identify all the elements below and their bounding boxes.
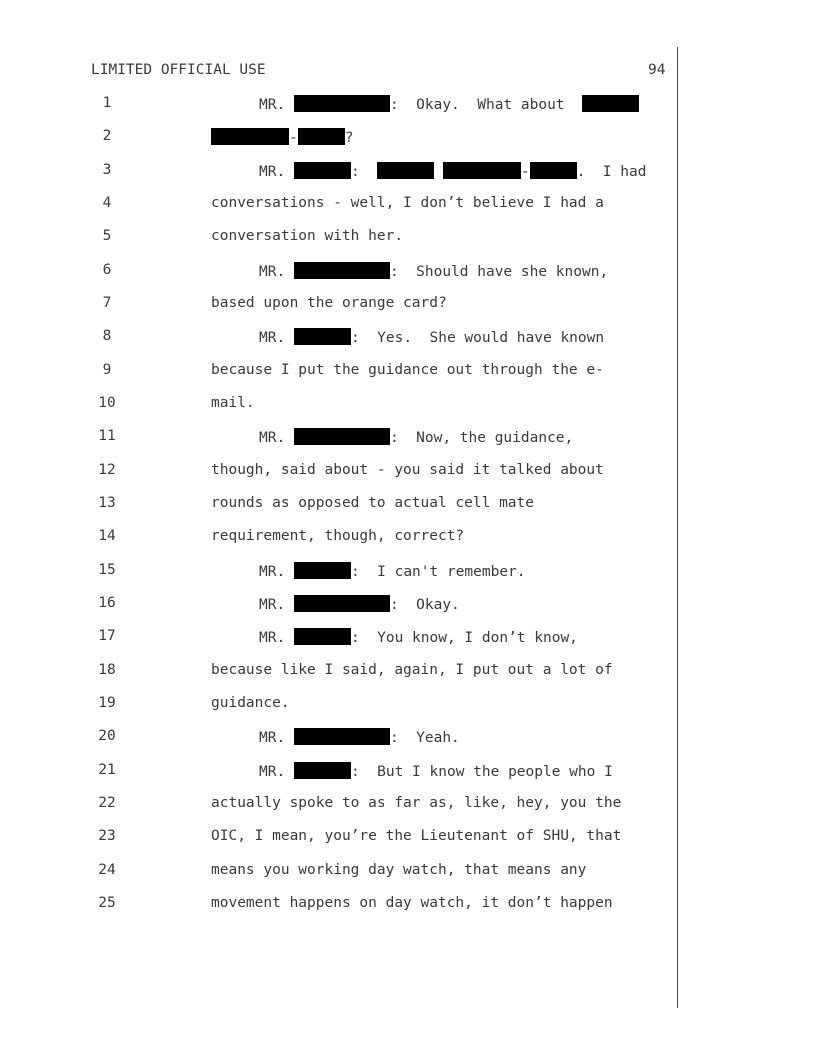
line-text (259, 328, 604, 346)
transcript-line (0, 862, 676, 886)
question-mark: ? (344, 130, 354, 146)
line-content: : But I know the people who I (350, 764, 613, 780)
line-text: because like I said, again, I put out a lot of (211, 662, 613, 678)
redaction-box (294, 595, 390, 612)
transcript-line (0, 95, 676, 119)
speaker-prefix: MR. (259, 597, 286, 613)
hyphen: - (289, 130, 298, 146)
line-number: 11 (98, 428, 116, 444)
line-text (259, 562, 526, 580)
transcript-line (0, 828, 676, 852)
redaction-box (530, 162, 577, 179)
redaction-box (294, 428, 390, 445)
colon: : (350, 164, 360, 180)
line-number: 7 (102, 295, 112, 311)
line-text (259, 162, 646, 180)
line-text: means you working day watch, that means any (211, 862, 587, 878)
redaction-box (582, 95, 639, 112)
redaction-box (294, 262, 390, 279)
transcript-line (0, 662, 676, 686)
redaction-box (377, 162, 434, 179)
line-text: OIC, I mean, you’re the Lieutenant of SHU, that (211, 828, 622, 844)
line-number: 9 (102, 362, 112, 378)
line-number: 6 (102, 262, 112, 278)
line-text (259, 95, 639, 113)
line-text: based upon the orange card? (211, 295, 447, 311)
line-text: conversations - well, I don’t believe I had a (211, 195, 604, 211)
transcript-line (0, 362, 676, 386)
transcript-line (0, 162, 676, 186)
line-number: 10 (98, 395, 116, 411)
speaker-prefix: MR. (259, 430, 286, 446)
line-number: 18 (98, 662, 116, 678)
line-number: 20 (98, 728, 116, 744)
speaker-prefix: MR. (259, 730, 286, 746)
line-text: actually spoke to as far as, like, hey, you the (211, 795, 622, 811)
transcript-line (0, 895, 676, 919)
speaker-prefix: MR. (259, 764, 286, 780)
transcript-line (0, 762, 676, 786)
line-number: 19 (98, 695, 116, 711)
redaction-box (294, 162, 351, 179)
speaker-prefix: MR. (259, 330, 286, 346)
right-margin-rule (677, 47, 678, 1008)
line-number: 17 (98, 628, 116, 644)
transcript-line (0, 395, 676, 419)
speaker-prefix: MR. (259, 564, 286, 580)
line-number: 16 (98, 595, 116, 611)
line-number: 5 (102, 228, 112, 244)
speaker-prefix: MR. (259, 264, 286, 280)
line-text: mail. (211, 395, 255, 411)
line-number: 25 (98, 895, 116, 911)
line-number: 12 (98, 462, 116, 478)
line-content: : You know, I don’t know, (350, 630, 578, 646)
redaction-box (294, 728, 390, 745)
line-content: : Should have she known, (389, 264, 609, 280)
line-number: 4 (102, 195, 112, 211)
transcript-line (0, 695, 676, 719)
line-text: though, said about - you said it talked about (211, 462, 604, 478)
line-content: : Now, the guidance, (389, 430, 574, 446)
line-content: : Okay. What about (389, 97, 565, 113)
line-text (259, 628, 578, 646)
line-text: requirement, though, correct? (211, 528, 465, 544)
line-number: 13 (98, 495, 116, 511)
line-number: 3 (102, 162, 112, 178)
line-number: 15 (98, 562, 116, 578)
speaker-prefix: MR. (259, 164, 286, 180)
redaction-box (298, 128, 345, 145)
line-text: rounds as opposed to actual cell mate (211, 495, 535, 511)
transcript-line (0, 428, 676, 452)
line-text: movement happens on day watch, it don’t happen (211, 895, 613, 911)
transcript-line (0, 262, 676, 286)
line-number: 1 (102, 95, 112, 111)
line-text: guidance. (211, 695, 290, 711)
line-content: . I had (576, 164, 647, 180)
line-number: 2 (102, 128, 112, 144)
line-text: conversation with her. (211, 228, 404, 244)
transcript-line (0, 495, 676, 519)
line-number: 23 (98, 828, 116, 844)
classification-header: LIMITED OFFICIAL USE (91, 62, 266, 78)
transcript-line (0, 595, 676, 619)
line-text (259, 728, 460, 746)
transcript-line (0, 328, 676, 352)
redaction-box (294, 562, 351, 579)
line-content: : I can't remember. (350, 564, 526, 580)
line-text: because I put the guidance out through the e- (211, 362, 604, 378)
speaker-prefix: MR. (259, 630, 286, 646)
transcript-line (0, 628, 676, 652)
line-text (211, 128, 353, 146)
redaction-box (294, 95, 390, 112)
redaction-box (294, 628, 351, 645)
redaction-box (443, 162, 521, 179)
line-text (259, 262, 608, 280)
transcript-line (0, 562, 676, 586)
transcript-line (0, 128, 676, 152)
line-text (259, 595, 460, 613)
line-number: 14 (98, 528, 116, 544)
line-number: 8 (102, 328, 112, 344)
line-content: : Okay. (389, 597, 460, 613)
transcript-line (0, 462, 676, 486)
transcript-line (0, 228, 676, 252)
line-text (259, 762, 613, 780)
line-number: 21 (98, 762, 116, 778)
redaction-box (294, 328, 351, 345)
hyphen: - (520, 164, 530, 180)
speaker-prefix: MR. (259, 97, 286, 113)
transcript-line (0, 528, 676, 552)
redaction-box (294, 762, 351, 779)
line-text (259, 428, 573, 446)
redaction-box (211, 128, 289, 145)
transcript-line (0, 195, 676, 219)
transcript-line (0, 295, 676, 319)
line-number: 22 (98, 795, 116, 811)
line-number: 24 (98, 862, 116, 878)
transcript-line (0, 795, 676, 819)
line-content: : Yeah. (389, 730, 460, 746)
transcript-line (0, 728, 676, 752)
line-content: : Yes. She would have known (350, 330, 605, 346)
page-number: 94 (648, 62, 666, 78)
